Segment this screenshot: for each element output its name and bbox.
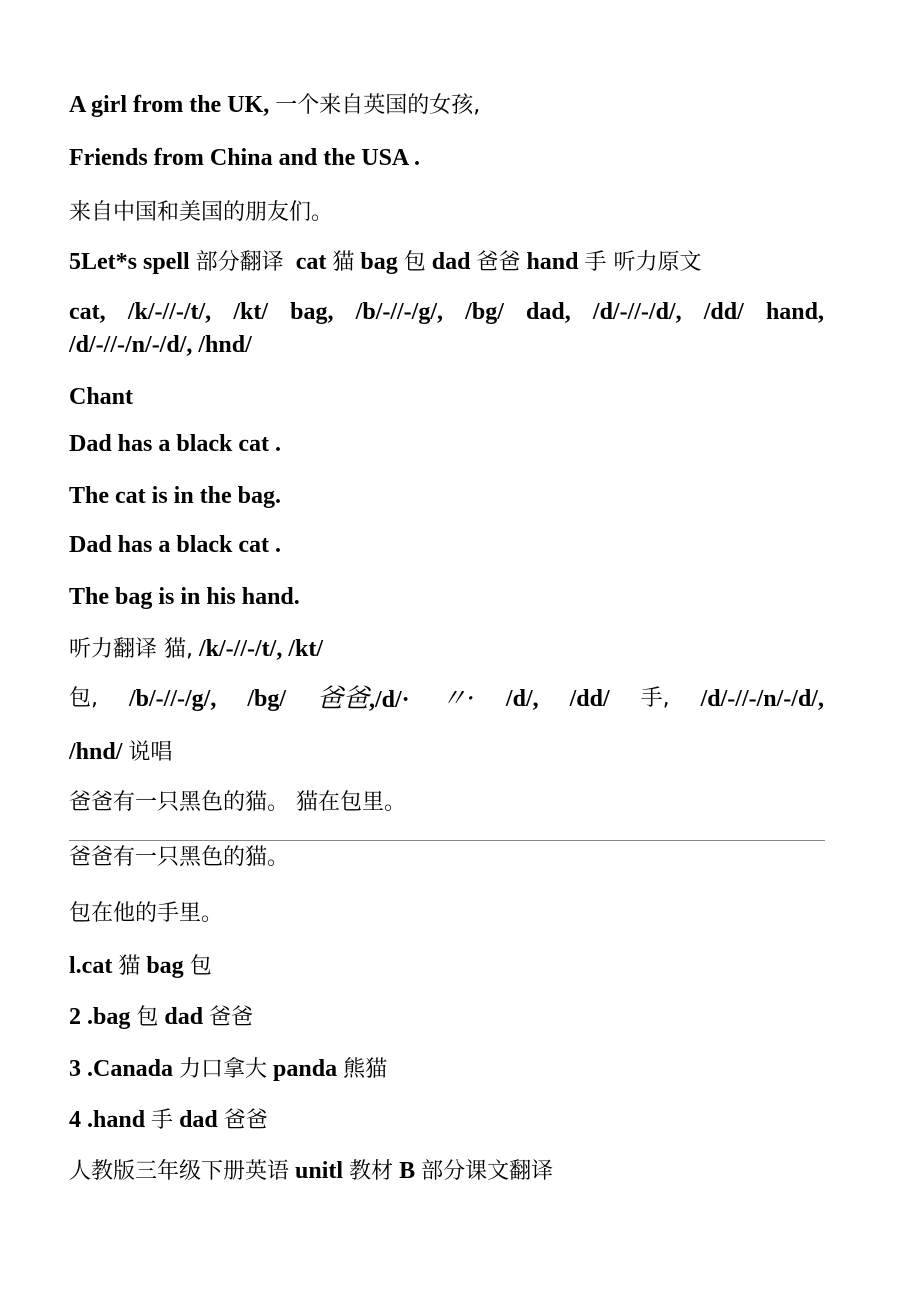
- text-cn: 爸爸: [209, 1005, 254, 1030]
- section-title: [69, 1156, 824, 1187]
- text-cn: 力口拿大: [179, 1057, 268, 1082]
- text-en: /bg/: [247, 686, 286, 712]
- text-en: A girl from the UK,: [69, 92, 270, 118]
- text-cn: 猫: [332, 250, 355, 275]
- word-dad: dad: [431, 249, 471, 275]
- line-1: [69, 90, 824, 121]
- line-14: [69, 737, 824, 768]
- line-12: [69, 634, 824, 665]
- text-en: 3 .Canada: [69, 1056, 174, 1082]
- vocab-item-4: [69, 1105, 824, 1136]
- text-en: panda: [273, 1056, 338, 1082]
- text-cn: 一个来自英国的女孩,: [275, 93, 481, 118]
- text-en: bag: [146, 953, 184, 979]
- text-cn: 猫: [118, 954, 141, 979]
- chant-line-4: The bag is in his hand.: [69, 584, 300, 610]
- vocab-item-1: [69, 951, 824, 982]
- text-cn: 手 听力原文: [584, 250, 702, 275]
- text-cn: 包: [136, 1005, 159, 1030]
- text-cn: 说唱: [128, 740, 173, 765]
- text-cn: 听力翻译 猫,: [69, 637, 193, 662]
- text-en: dad: [164, 1004, 204, 1030]
- text-en: /k/-//-/t/, /kt/: [199, 636, 324, 662]
- word-hand: hand: [526, 249, 579, 275]
- text-cn: 熊猫: [343, 1057, 388, 1082]
- chant-heading: Chant: [69, 384, 134, 410]
- scan-mark: 〃·: [440, 684, 475, 714]
- line-16: 爸爸有一只黑色的猫。: [69, 845, 290, 870]
- text-cn: 爸爸: [223, 1108, 268, 1133]
- text-cn: 手,: [640, 686, 670, 711]
- line-5-phonics: cat, /k/-//-/t/, /kt/ bag, /b/-//-/g/, /bg/ dad, /d/-//-/d/, /dd/ hand,: [69, 299, 824, 325]
- vocab-item-2: [69, 1002, 824, 1033]
- text-en: 4 .hand: [69, 1107, 146, 1133]
- text-cn: 包,: [69, 686, 98, 711]
- lets-spell-heading: 5Let*s spell: [69, 249, 190, 275]
- text-en: /b/-//-/g/,: [128, 686, 217, 712]
- word-cat: cat: [295, 249, 327, 275]
- text-cn: 爸爸: [316, 684, 369, 714]
- text-en: /hnd/: [69, 739, 123, 765]
- chant-line-1: Dad has a black cat .: [69, 431, 282, 457]
- text-en: l.cat: [69, 953, 113, 979]
- text-cn: 教材: [349, 1159, 394, 1184]
- line-6-phonics: /d/-//-/n/-/d/, /hnd/: [69, 332, 252, 358]
- line-3: 来自中国和美国的朋友们。: [69, 200, 334, 225]
- text-en: dad: [179, 1107, 218, 1133]
- text-en: unitl: [295, 1158, 344, 1184]
- text-cn: 手: [151, 1108, 174, 1133]
- text-cn: 包: [403, 250, 426, 275]
- text-cn: 人教版三年级下册英语: [69, 1159, 290, 1184]
- text-en: /d/-//-/n/-/d/,: [700, 686, 824, 712]
- line-4: [69, 247, 824, 278]
- chant-line-2: The cat is in the bag.: [69, 483, 282, 509]
- text-cn: 爸爸: [476, 250, 521, 275]
- text-en: /dd/: [569, 686, 610, 712]
- vocab-item-3: [69, 1054, 824, 1085]
- text-cn: 部分课文翻译: [421, 1159, 554, 1184]
- chant-line-3: Dad has a black cat .: [69, 532, 282, 558]
- text-cn: 包: [189, 954, 212, 979]
- text-en: /d/,: [505, 686, 539, 712]
- word-bag: bag: [360, 249, 398, 275]
- line-13: [69, 684, 824, 715]
- line-2: Friends from China and the USA .: [69, 145, 420, 171]
- text-en: ,/d/·: [369, 687, 410, 713]
- line-15: 爸爸有一只黑色的猫。 猫在包里。: [69, 790, 406, 815]
- text-en: B: [399, 1158, 416, 1184]
- text-cn: 部分翻译: [195, 250, 284, 275]
- text-en: 2 .bag: [69, 1004, 131, 1030]
- line-17: 包在他的手里。: [69, 901, 224, 926]
- divider: [69, 840, 825, 841]
